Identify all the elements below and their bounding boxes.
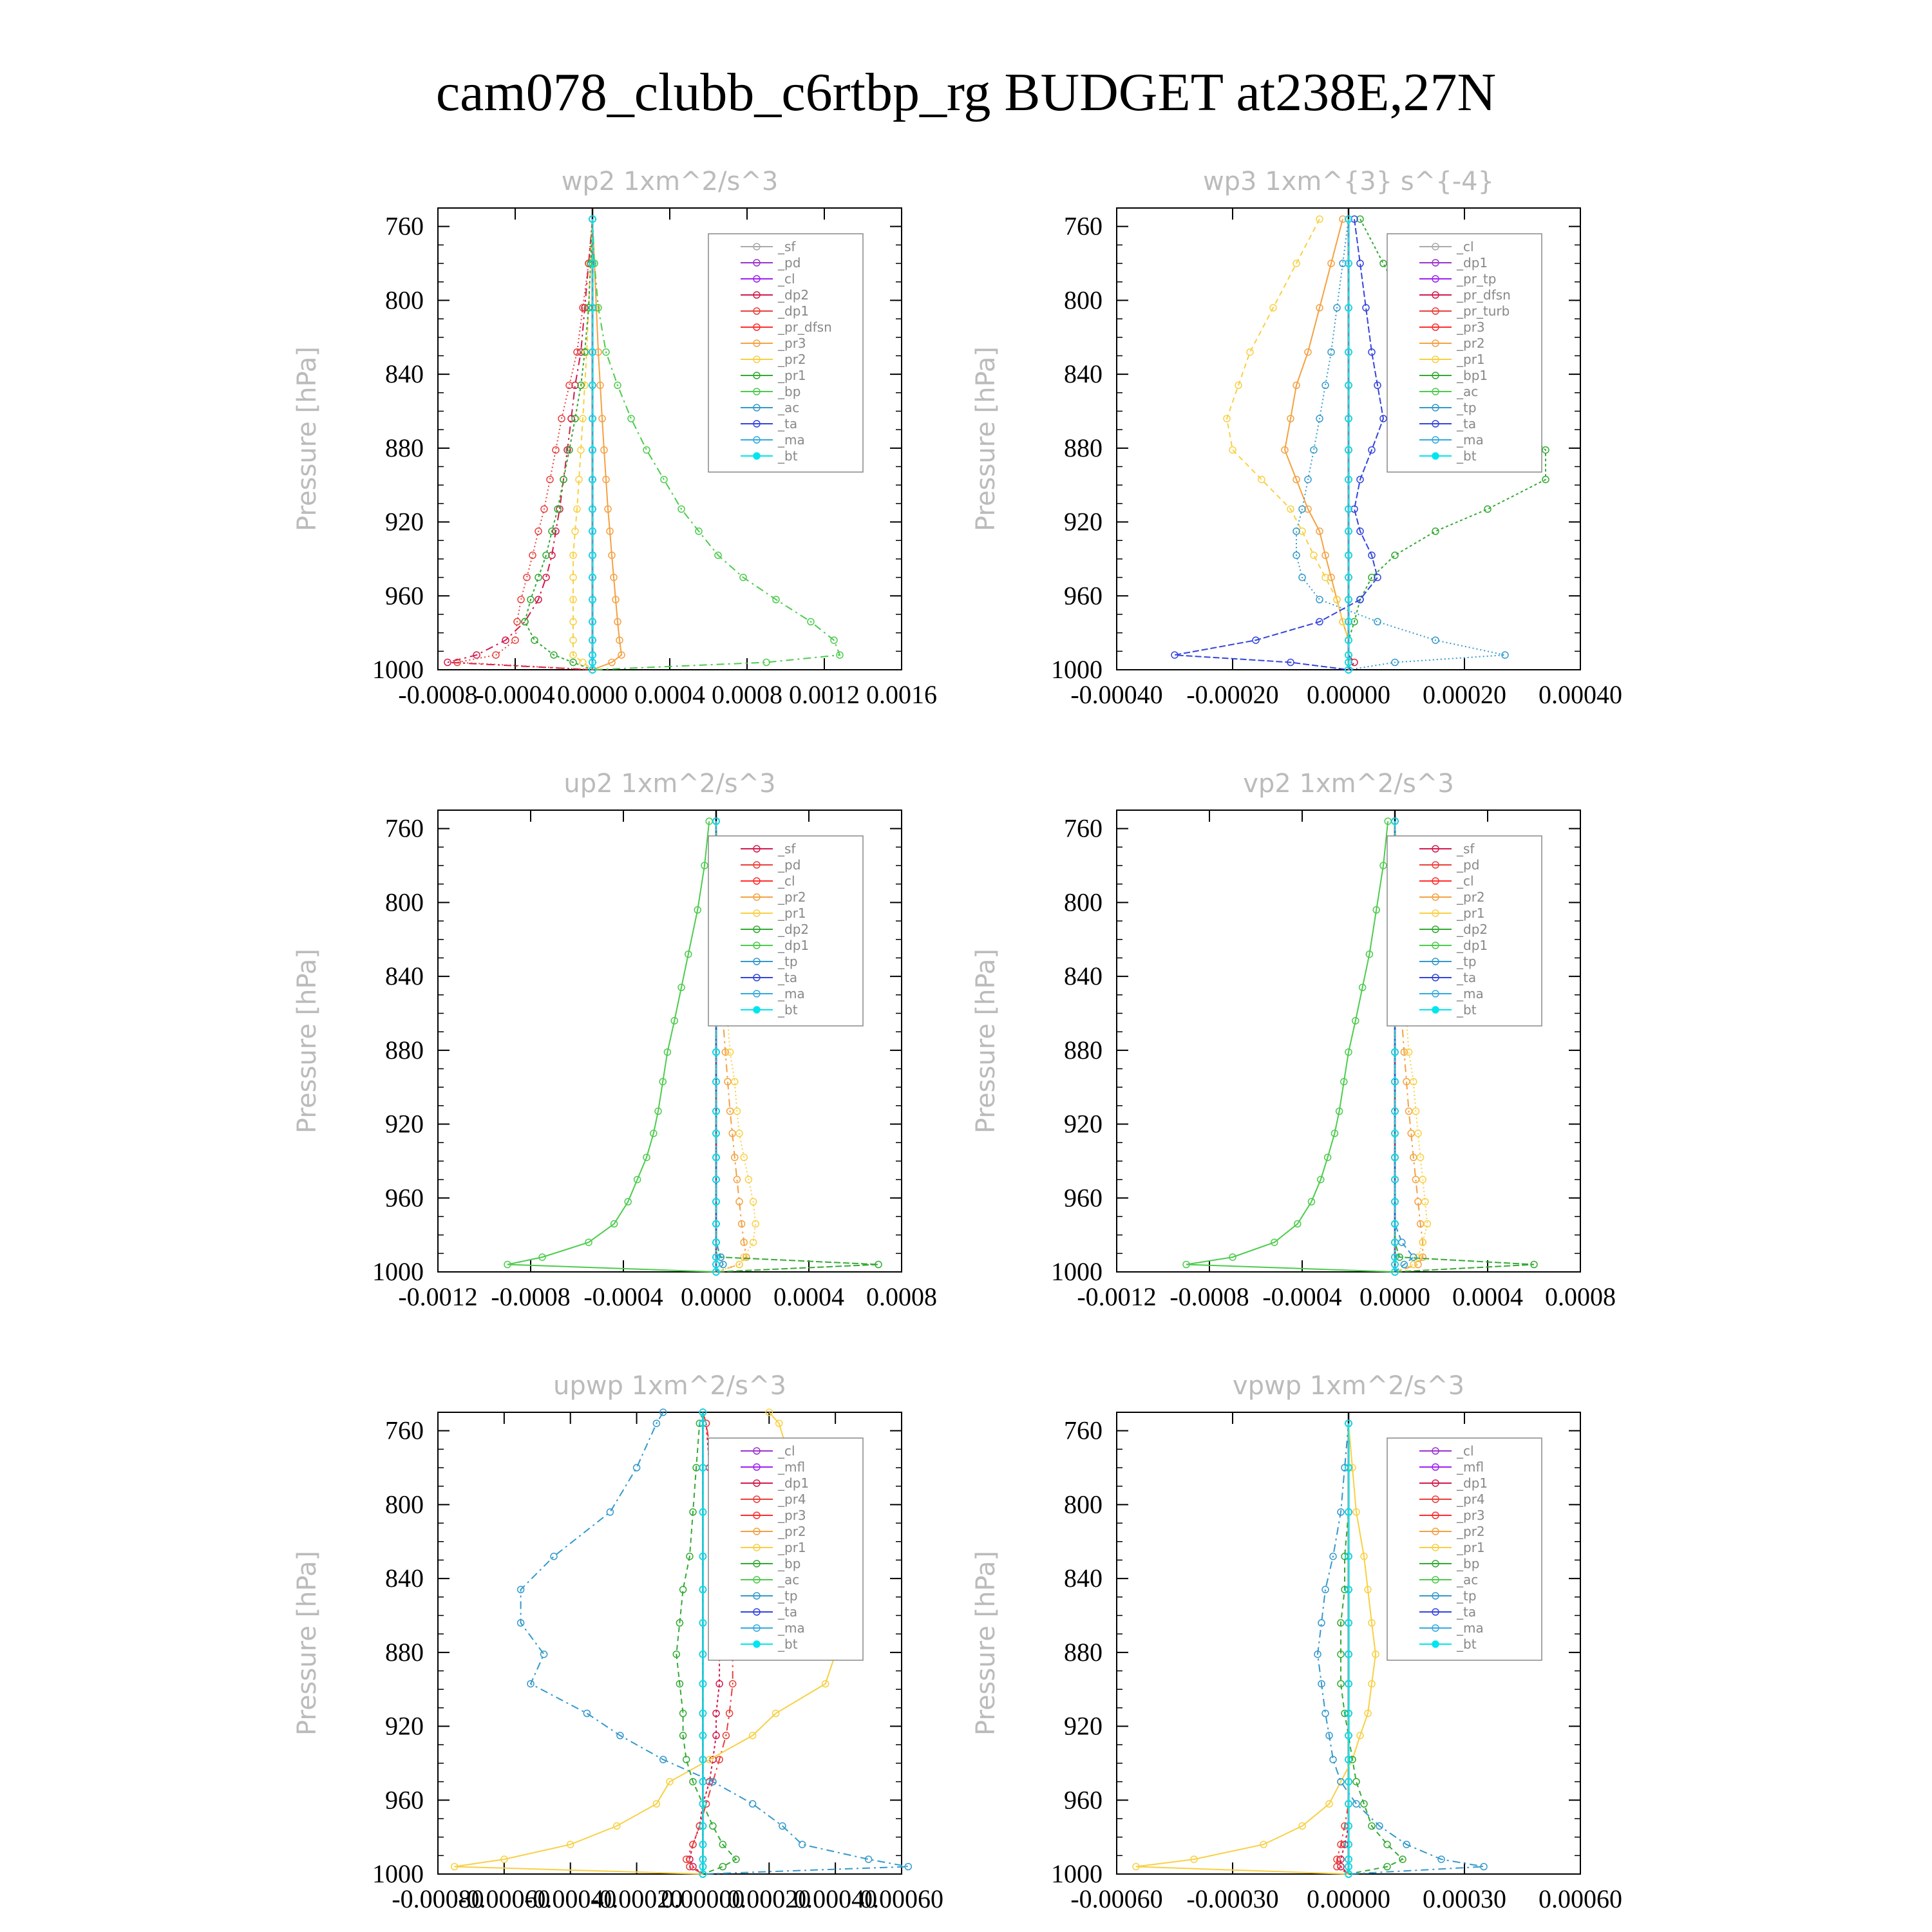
legend-label: _dp1 — [778, 303, 810, 319]
x-tick-label: -0.00020 — [590, 1884, 683, 1913]
y-tick-label: 960 — [1064, 1785, 1103, 1815]
chart-panel-1 — [971, 167, 1622, 709]
y-tick-label: 1000 — [372, 1257, 424, 1286]
legend-label: _tp — [1457, 954, 1477, 969]
legend-label: _pd — [1457, 857, 1480, 873]
data-point-pr1 — [1247, 349, 1253, 355]
y-tick-label: 1000 — [372, 1859, 424, 1888]
y-tick-label: 840 — [385, 961, 424, 991]
legend-label: _pr3 — [1457, 319, 1485, 335]
x-tick-label: 0.00060 — [860, 1884, 943, 1913]
chart-title: up2 1xm^2/s^3 — [564, 769, 776, 799]
x-tick-label: 0.00040 — [1539, 680, 1622, 709]
legend-label: _bp — [778, 384, 801, 399]
legend-label: _cl — [778, 873, 795, 889]
chart-title: vpwp 1xm^2/s^3 — [1232, 1371, 1465, 1401]
legend-label: _cl — [1457, 873, 1474, 889]
data-point-bp — [1353, 1779, 1359, 1785]
series-line-pr1 — [525, 219, 592, 670]
legend-label: _cl — [1457, 1443, 1474, 1459]
legend-marker — [1432, 1641, 1439, 1647]
legend-label: _dp1 — [1457, 255, 1488, 270]
legend-label: _pr2 — [778, 352, 806, 367]
data-point-tp — [1374, 618, 1381, 625]
data-point-tp — [750, 1801, 756, 1807]
data-point-pr1 — [1258, 477, 1265, 483]
x-tick-label: 0.0012 — [789, 680, 860, 709]
legend-marker — [753, 453, 760, 459]
legend-label: _bp — [778, 1556, 801, 1571]
series-line-pr1 — [1136, 1423, 1376, 1874]
legend-label: _pr1 — [1457, 352, 1485, 367]
legend-label: _tp — [1457, 1588, 1477, 1604]
legend-label: _ac — [778, 400, 800, 415]
y-tick-label: 800 — [1064, 887, 1103, 917]
series-line-pr1 — [1227, 219, 1349, 670]
y-tick-label: 840 — [1064, 359, 1103, 389]
legend-label: _sf — [1457, 841, 1475, 857]
legend-label: _ac — [1457, 384, 1479, 399]
y-tick-label: 840 — [385, 359, 424, 389]
data-point-bp1 — [1484, 506, 1491, 513]
y-tick-label: 960 — [385, 1183, 424, 1213]
x-tick-label: 0.00000 — [1307, 680, 1390, 709]
y-tick-label: 1000 — [372, 655, 424, 684]
legend-label: _mfl — [1457, 1459, 1484, 1475]
data-point-bp1 — [1432, 528, 1439, 535]
x-tick-label: -0.00040 — [524, 1884, 617, 1913]
legend-label: _ma — [778, 432, 805, 448]
series-line-dp1 — [1186, 821, 1395, 1272]
legend-label: _ma — [778, 986, 805, 1001]
data-point-pr1 — [1229, 447, 1236, 453]
x-tick-label: -0.0012 — [398, 1282, 478, 1311]
legend-label: _tp — [778, 1588, 798, 1604]
legend-label: _pr1 — [1457, 905, 1485, 921]
legend-label: _pr2 — [1457, 889, 1485, 905]
data-point-pr2 — [734, 1177, 740, 1183]
x-tick-label: -0.0008 — [491, 1282, 571, 1311]
x-tick-label: 0.0008 — [1545, 1282, 1616, 1311]
data-point-bp1 — [1392, 552, 1398, 558]
y-tick-label: 960 — [385, 581, 424, 611]
data-point-dp1 — [547, 477, 553, 483]
legend-label: _pr2 — [1457, 336, 1485, 351]
data-point-bp — [643, 447, 650, 453]
data-point-tp — [607, 1509, 613, 1515]
y-axis-label: Pressure [hPa] — [292, 1551, 322, 1736]
data-point-tp — [1399, 1239, 1405, 1245]
y-axis-label: Pressure [hPa] — [971, 1551, 1001, 1736]
legend-label: _ta — [1457, 970, 1477, 985]
y-tick-label: 920 — [1064, 507, 1103, 536]
data-point-bp — [710, 1823, 716, 1829]
x-tick-label: 0.0000 — [557, 680, 628, 709]
y-tick-label: 760 — [385, 211, 424, 241]
x-tick-label: 0.00020 — [727, 1884, 811, 1913]
y-tick-label: 920 — [385, 1711, 424, 1741]
y-tick-label: 800 — [1064, 1490, 1103, 1519]
x-tick-label: 0.0016 — [866, 680, 937, 709]
x-tick-label: -0.00040 — [1070, 680, 1163, 709]
chart-panel-3 — [971, 769, 1616, 1311]
legend-label: _bp1 — [1457, 368, 1488, 383]
y-tick-label: 760 — [1064, 1416, 1103, 1445]
legend-label: _bt — [778, 1002, 798, 1018]
legend-label: _pr_turb — [1457, 303, 1510, 319]
legend-label: _sf — [778, 239, 796, 254]
legend-label: _pd — [778, 255, 801, 270]
data-point-tp — [1410, 1254, 1417, 1260]
legend-label: _bt — [1457, 1636, 1477, 1652]
legend-label: _dp2 — [1457, 922, 1488, 937]
x-tick-label: -0.00060 — [1070, 1884, 1163, 1913]
chart-title: wp2 1xm^2/s^3 — [561, 167, 779, 196]
legend-label: _ma — [778, 1620, 805, 1636]
data-point-bp1 — [1380, 260, 1387, 267]
x-tick-label: 0.0008 — [712, 680, 782, 709]
legend-label: _pd — [778, 857, 801, 873]
legend-label: _mfl — [778, 1459, 806, 1475]
legend-label: _ta — [778, 970, 798, 985]
data-point-tp — [1316, 596, 1323, 603]
x-tick-label: 0.0000 — [681, 1282, 752, 1311]
y-tick-label: 960 — [1064, 1183, 1103, 1213]
legend-label: _ta — [1457, 416, 1477, 431]
x-tick-label: 0.00000 — [661, 1884, 745, 1913]
legend-label: _ac — [1457, 1572, 1479, 1587]
legend-label: _ta — [778, 416, 798, 431]
y-tick-label: 760 — [385, 1416, 424, 1445]
data-point-pr1 — [1311, 552, 1317, 558]
data-point-dp1 — [524, 574, 530, 581]
chart-panel-4 — [292, 1371, 943, 1913]
x-tick-label: 0.00000 — [1307, 1884, 1390, 1913]
x-tick-label: 0.0004 — [1452, 1282, 1523, 1311]
legend-label: _pr1 — [778, 1540, 806, 1555]
legend-label: _ma — [1457, 432, 1484, 448]
x-tick-label: -0.0004 — [1262, 1282, 1342, 1311]
y-tick-label: 800 — [385, 1490, 424, 1519]
y-tick-label: 880 — [1064, 433, 1103, 462]
page-title: cam078_clubb_c6rtbp_rg BUDGET at238E,27N — [435, 62, 1497, 122]
legend-label: _dp2 — [778, 922, 810, 937]
legend-label: _pr_dfsn — [778, 319, 832, 335]
legend-marker — [753, 1007, 760, 1013]
legend-label: _pr2 — [778, 1524, 806, 1539]
x-tick-label: -0.0008 — [1170, 1282, 1249, 1311]
y-tick-label: 880 — [385, 1637, 424, 1667]
legend-label: _bt — [1457, 1002, 1477, 1018]
y-tick-label: 760 — [1064, 813, 1103, 843]
series-line-ta — [1175, 219, 1383, 670]
x-tick-label: 0.00040 — [793, 1884, 878, 1913]
legend-label: _pr_tp — [1457, 271, 1497, 287]
legend-label: _bt — [778, 1636, 798, 1652]
legend-label: _cl — [778, 271, 795, 287]
legend-label: _ta — [1457, 1604, 1477, 1620]
chart-panel-2 — [292, 769, 937, 1311]
y-axis-label: Pressure [hPa] — [971, 346, 1001, 531]
data-point-pr1 — [535, 574, 542, 581]
x-tick-label: 0.0004 — [773, 1282, 844, 1311]
data-point-tp — [541, 1651, 547, 1658]
x-tick-label: 0.0008 — [866, 1282, 937, 1311]
x-tick-label: 0.0000 — [1359, 1282, 1430, 1311]
y-tick-label: 880 — [385, 433, 424, 462]
data-point-bp — [1384, 1841, 1390, 1848]
legend-label: _tp — [778, 954, 798, 969]
data-point-pr1 — [741, 1154, 747, 1160]
legend-label: _bt — [778, 448, 798, 464]
legend-label: _pr3 — [778, 336, 806, 351]
data-point-dp1 — [518, 596, 524, 603]
y-axis-label: Pressure [hPa] — [292, 346, 322, 531]
chart-title: vp2 1xm^2/s^3 — [1243, 769, 1454, 799]
chart-title: wp3 1xm^{3} s^{-4} — [1202, 167, 1495, 196]
chart-panel-5 — [971, 1371, 1622, 1913]
data-point-pr2 — [1412, 1177, 1419, 1183]
legend-label: _pr_dfsn — [1457, 287, 1511, 303]
legend-marker — [1432, 453, 1439, 459]
legend-label: _pr3 — [778, 1508, 806, 1523]
series-line-dp1 — [507, 821, 716, 1272]
data-point-bp — [628, 415, 634, 422]
legend-label: _ma — [1457, 986, 1484, 1001]
legend-label: _dp1 — [778, 938, 810, 953]
legend-label: _ta — [778, 1604, 798, 1620]
y-axis-label: Pressure [hPa] — [292, 949, 322, 1133]
y-axis-label: Pressure [hPa] — [971, 949, 1001, 1133]
legend-label: _sf — [778, 841, 796, 857]
y-tick-label: 880 — [1064, 1035, 1103, 1065]
x-tick-label: -0.0004 — [475, 680, 555, 709]
y-tick-label: 920 — [385, 507, 424, 536]
legend-label: _pr4 — [1457, 1492, 1485, 1507]
legend-marker — [753, 1641, 760, 1647]
x-tick-label: 0.00060 — [1539, 1884, 1622, 1913]
x-tick-label: -0.00020 — [1186, 680, 1279, 709]
y-tick-label: 920 — [1064, 1109, 1103, 1139]
y-tick-label: 1000 — [1051, 1859, 1103, 1888]
legend-label: _pr2 — [1457, 1524, 1485, 1539]
legend-label: _dp2 — [778, 287, 810, 303]
y-tick-label: 840 — [1064, 961, 1103, 991]
x-tick-label: -0.00060 — [458, 1884, 551, 1913]
legend-label: _tp — [1457, 400, 1477, 415]
data-point-tp — [634, 1464, 640, 1471]
x-tick-label: -0.0008 — [398, 680, 478, 709]
x-tick-label: -0.00080 — [392, 1884, 484, 1913]
y-tick-label: 880 — [385, 1035, 424, 1065]
y-tick-label: 840 — [385, 1564, 424, 1593]
x-tick-label: -0.00030 — [1186, 1884, 1279, 1913]
chart-panel-0 — [292, 167, 937, 709]
y-tick-label: 760 — [1064, 211, 1103, 241]
legend-label: _bt — [1457, 448, 1477, 464]
data-point-bp — [719, 1864, 726, 1870]
y-tick-label: 800 — [385, 285, 424, 315]
data-point-pr1 — [1410, 1262, 1417, 1268]
legend-label: _bp — [1457, 1556, 1480, 1571]
x-tick-label: -0.0004 — [583, 1282, 663, 1311]
data-point-pr2 — [580, 659, 586, 666]
x-tick-label: 0.0004 — [634, 680, 705, 709]
legend-label: _cl — [778, 1443, 795, 1459]
legend-label: _pr1 — [778, 368, 806, 383]
y-tick-label: 760 — [385, 813, 424, 843]
legend-label: _pr4 — [778, 1492, 806, 1507]
legend-label: _dp1 — [1457, 1475, 1488, 1491]
y-tick-label: 920 — [1064, 1711, 1103, 1741]
x-tick-label: 0.00020 — [1423, 680, 1506, 709]
legend-label: _cl — [1457, 239, 1474, 254]
y-tick-label: 1000 — [1051, 1257, 1103, 1286]
data-point-pr1 — [531, 637, 538, 643]
legend-label: _pr2 — [778, 889, 806, 905]
data-point-tp — [551, 1553, 557, 1560]
legend-label: _pr1 — [778, 905, 806, 921]
legend-label: _ac — [778, 1572, 800, 1587]
legend-label: _dp1 — [1457, 938, 1488, 953]
y-tick-label: 960 — [385, 1785, 424, 1815]
chart-title: upwp 1xm^2/s^3 — [553, 1371, 786, 1401]
data-point-dp1 — [512, 637, 518, 643]
legend-label: _pr3 — [1457, 1508, 1485, 1523]
y-tick-label: 920 — [385, 1109, 424, 1139]
x-tick-label: -0.0012 — [1077, 1282, 1157, 1311]
legend-label: _dp1 — [778, 1475, 810, 1491]
legend-label: _ma — [1457, 1620, 1484, 1636]
y-tick-label: 800 — [1064, 285, 1103, 315]
legend-marker — [1432, 1007, 1439, 1013]
y-tick-label: 1000 — [1051, 655, 1103, 684]
y-tick-label: 880 — [1064, 1637, 1103, 1667]
y-tick-label: 800 — [385, 887, 424, 917]
y-tick-label: 960 — [1064, 581, 1103, 611]
y-tick-label: 840 — [1064, 1564, 1103, 1593]
legend-label: _pr1 — [1457, 1540, 1485, 1555]
x-tick-label: 0.00030 — [1423, 1884, 1506, 1913]
